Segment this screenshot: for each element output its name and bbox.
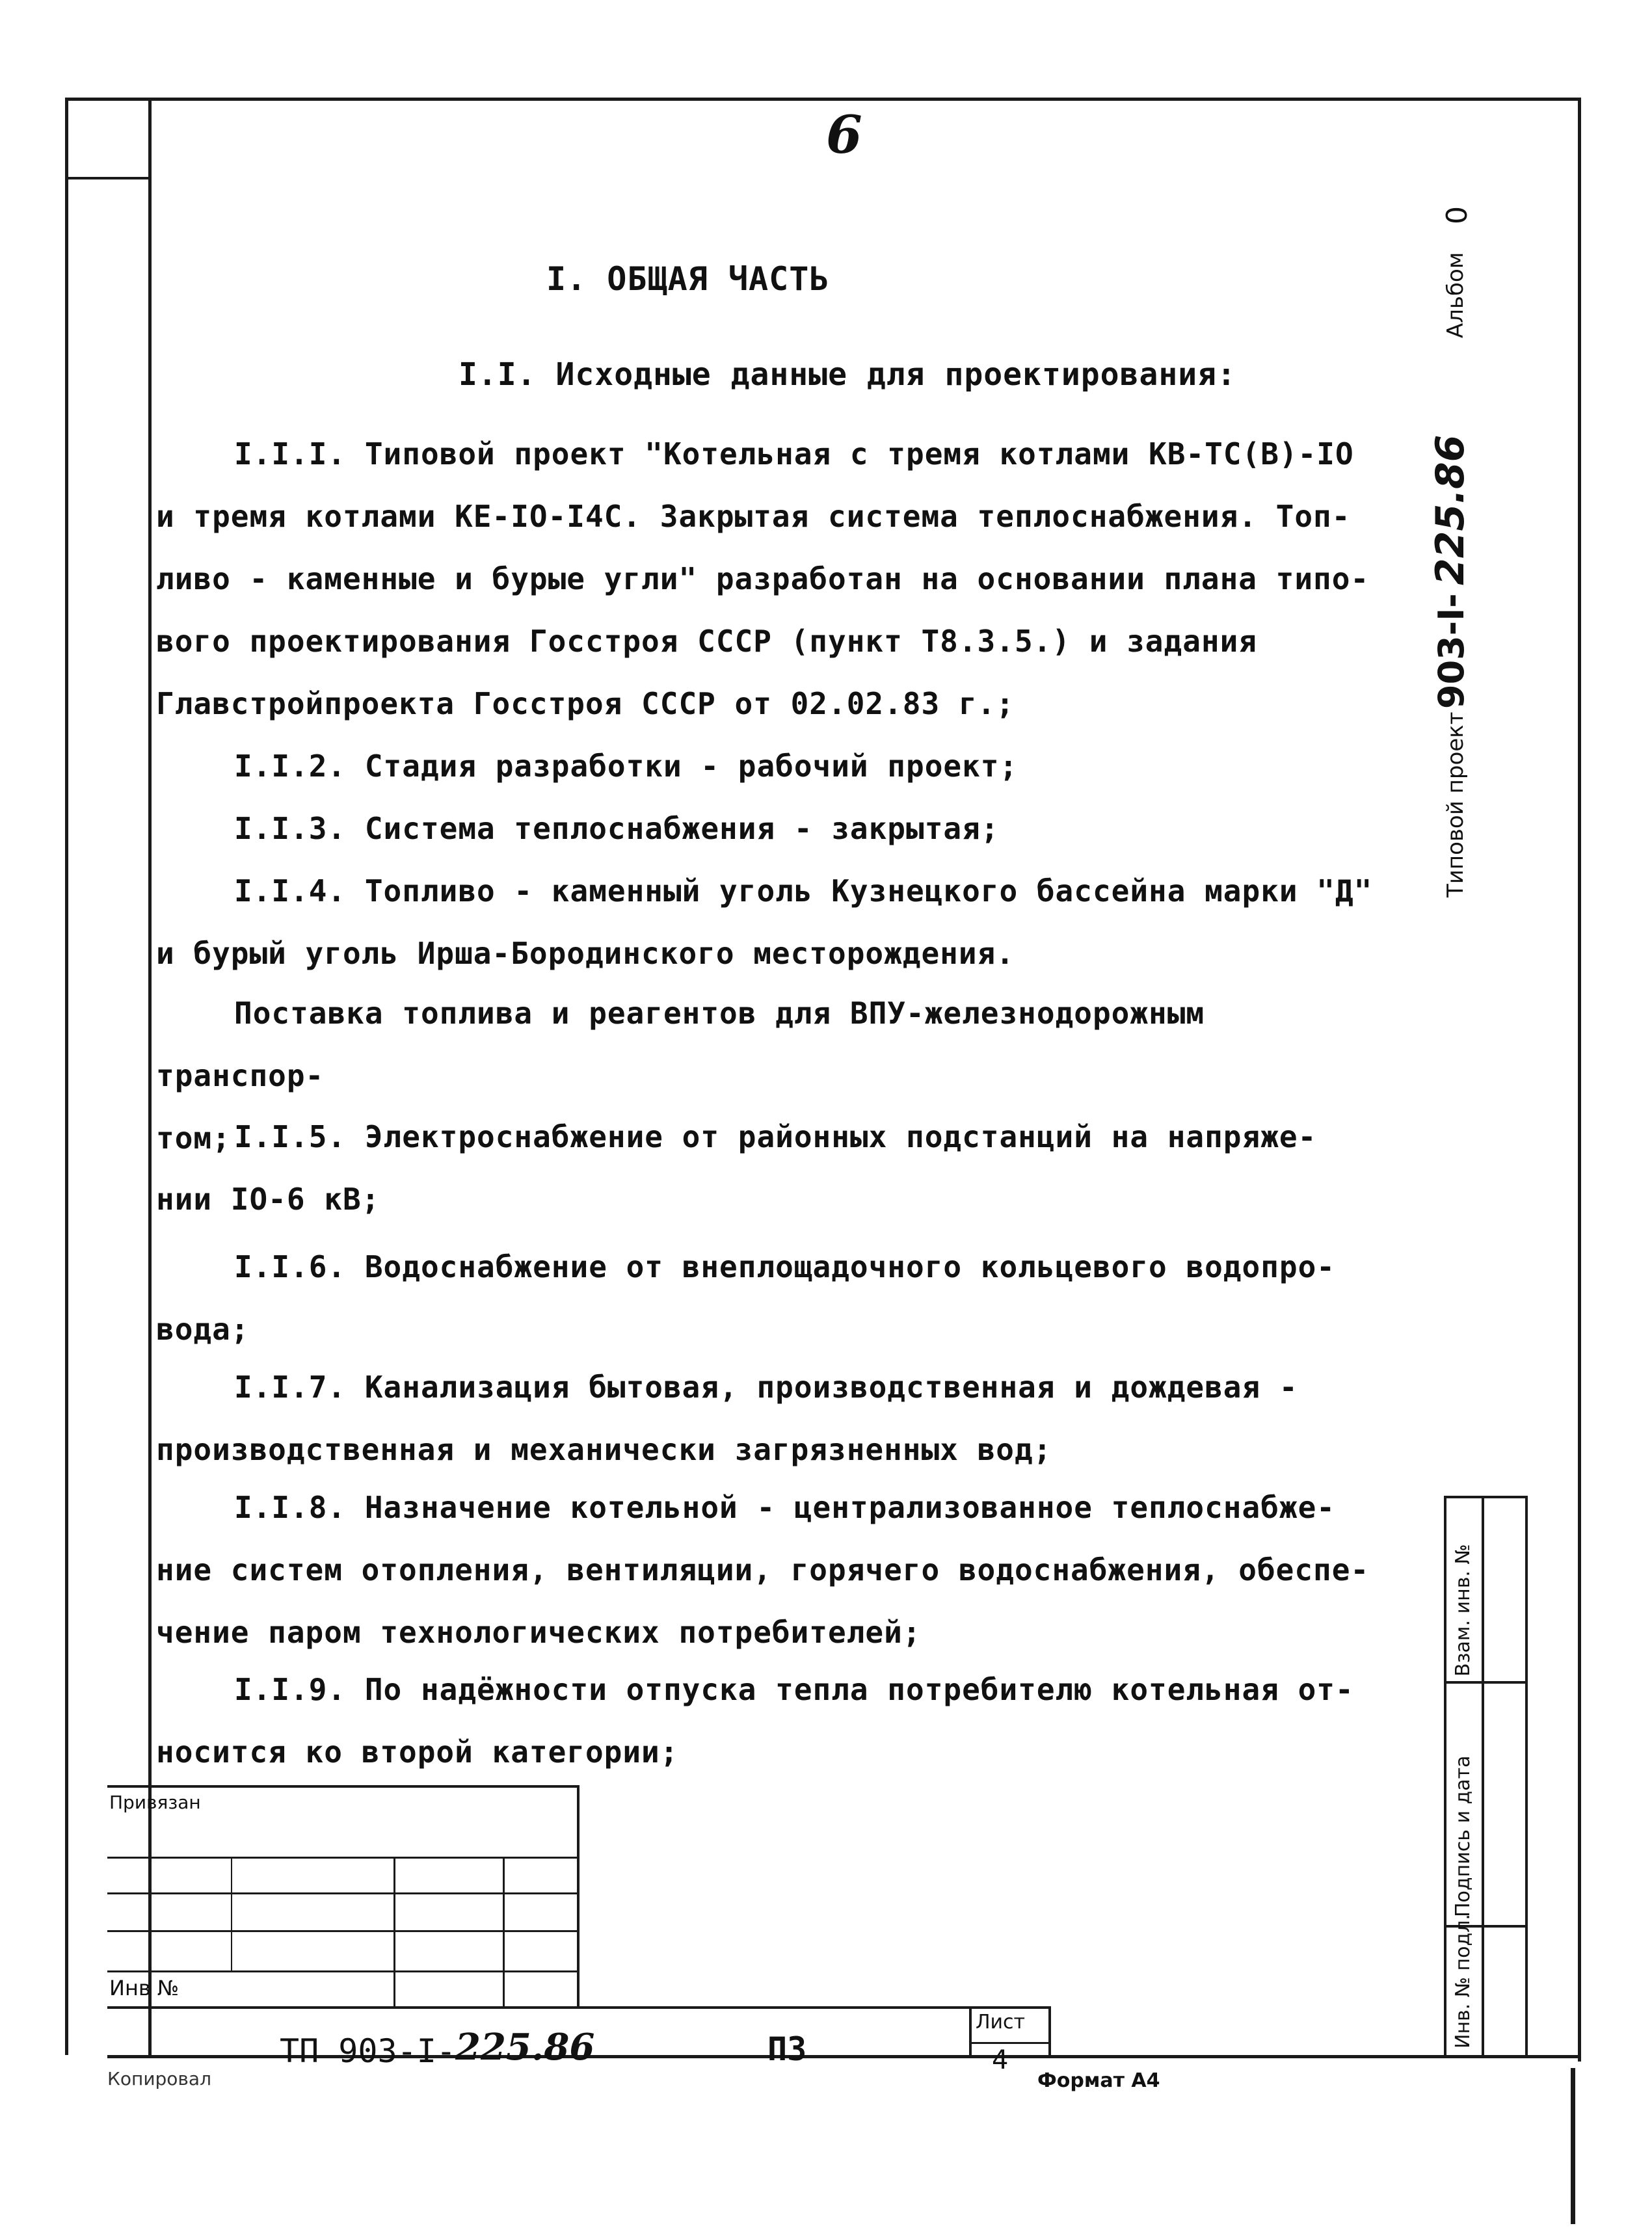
footer-format: Формат А4 (1037, 2069, 1160, 2092)
frame-top (65, 98, 1580, 101)
title-block-sheet-number: 4 (992, 2045, 1009, 2075)
bl-table-top (107, 1785, 579, 1788)
side-table-top (1444, 1496, 1527, 1498)
title-block-sheet-left (969, 2006, 972, 2058)
project-code-handwritten: 225.86 (1428, 434, 1473, 585)
paragraph-1-1-5: I.I.5. Электроснабжение от районных подстанций на напряже- нии IО-6 кВ; (156, 1119, 1317, 1217)
section-title: I. ОБЩАЯ ЧАСТЬ (546, 260, 830, 298)
side-table-substitute-inventory: Взам. инв. № (1452, 1544, 1474, 1677)
title-block-doc-code-handwritten: 225.86 (455, 2026, 595, 2069)
side-table-right (1525, 1496, 1528, 2055)
bl-table-col1 (231, 1857, 232, 1970)
paragraph-1-1-6: I.I.6. Водоснабжение от внеплощадочного кольцевого водопро- вода; (156, 1249, 1335, 1347)
bl-table-row3 (107, 1930, 579, 1932)
bl-table-right (577, 1785, 580, 2006)
subsection-title: I.I. Исходные данные для проектирования: (459, 356, 1236, 393)
bl-table-row1 (107, 1857, 579, 1859)
paragraph-1-1-9: I.I.9. По надёжности отпуска тепла потребителю котельная от- носится ко второй категории; (156, 1672, 1354, 1770)
paragraph-fuel-delivery: Поставка топлива и реагентов для ВПУ-железнодорожным транспор- том; (156, 996, 1205, 1156)
paragraph-1-1-8: I.I.8. Назначение котельной - централизованное теплоснабже- ние систем отопления, вентиляции, горячего водоснабжения, обеспе- чение паром технологических потребителей; (156, 1490, 1370, 1650)
page-number: 6 (826, 104, 862, 165)
right-edge-mark (1571, 2068, 1575, 2224)
side-table-original-inventory: Инв. № подл. (1452, 1914, 1474, 2049)
frame-right (1578, 98, 1581, 2062)
title-block-sheet-label: Лист (976, 2011, 1026, 2034)
frame-inner-top (65, 177, 150, 179)
side-table-left (1444, 1496, 1446, 2055)
paragraph-1-1-3: I.I.3. Система теплоснабжения - закрытая; (234, 811, 1000, 846)
project-label: Типовой проект (1443, 711, 1469, 897)
title-block-sheet-right (1048, 2006, 1051, 2058)
bl-table-row4 (107, 1970, 579, 1972)
project-code-printed: 903-I- (1431, 593, 1472, 709)
side-table-signature-date: Подпись и дата (1452, 1755, 1474, 1917)
bl-table-row2 (107, 1892, 579, 1894)
footer-copied: Копировал (107, 2068, 211, 2089)
paragraph-1-1-1: I.I.I. Типовой проект "Котельная с тремя котлами КВ-ТС(В)-IО и тремя котлами КЕ-IО-I4С. Закрытая система теплоснабжения. Топ- ливо - каменные и бурые угли" разработан на основании плана типо- вого проектирования Госстроя СССР (пункт Т8.3.5.) и задания Главстройпроекта Госстроя СССР от 02.02.83 г.; (156, 436, 1370, 721)
frame-left-inner (148, 98, 152, 2055)
bl-table-header: Привязан (109, 1792, 201, 1813)
bl-table-footer: Инв № (109, 1976, 180, 2000)
frame-left (65, 98, 68, 2055)
title-block-doc-type: ПЗ (767, 2030, 807, 2068)
title-block-top (107, 2006, 1050, 2009)
paragraph-1-1-4: I.I.4. Топливо - каменный уголь Кузнецкого бассейна марки "Д" и бурый уголь Ирша-Бородинского месторождения. (156, 873, 1373, 971)
title-block-sheet-div (969, 2042, 1051, 2044)
album-label: Альбом (1443, 252, 1469, 338)
album-number: 0 (1441, 206, 1474, 224)
paragraph-1-1-2: I.I.2. Стадия разработки - рабочий проект; (234, 749, 1019, 784)
side-table-div1 (1444, 1681, 1527, 1684)
bl-table-col2 (393, 1857, 395, 2006)
paragraph-1-1-7: I.I.7. Канализация бытовая, производственная и дождевая - производственная и механически загрязненных вод; (156, 1370, 1298, 1467)
bl-table-col3 (503, 1857, 505, 2006)
side-table-mid (1482, 1496, 1484, 2055)
title-block-doc-code: ТП 903-I- (280, 2032, 456, 2070)
